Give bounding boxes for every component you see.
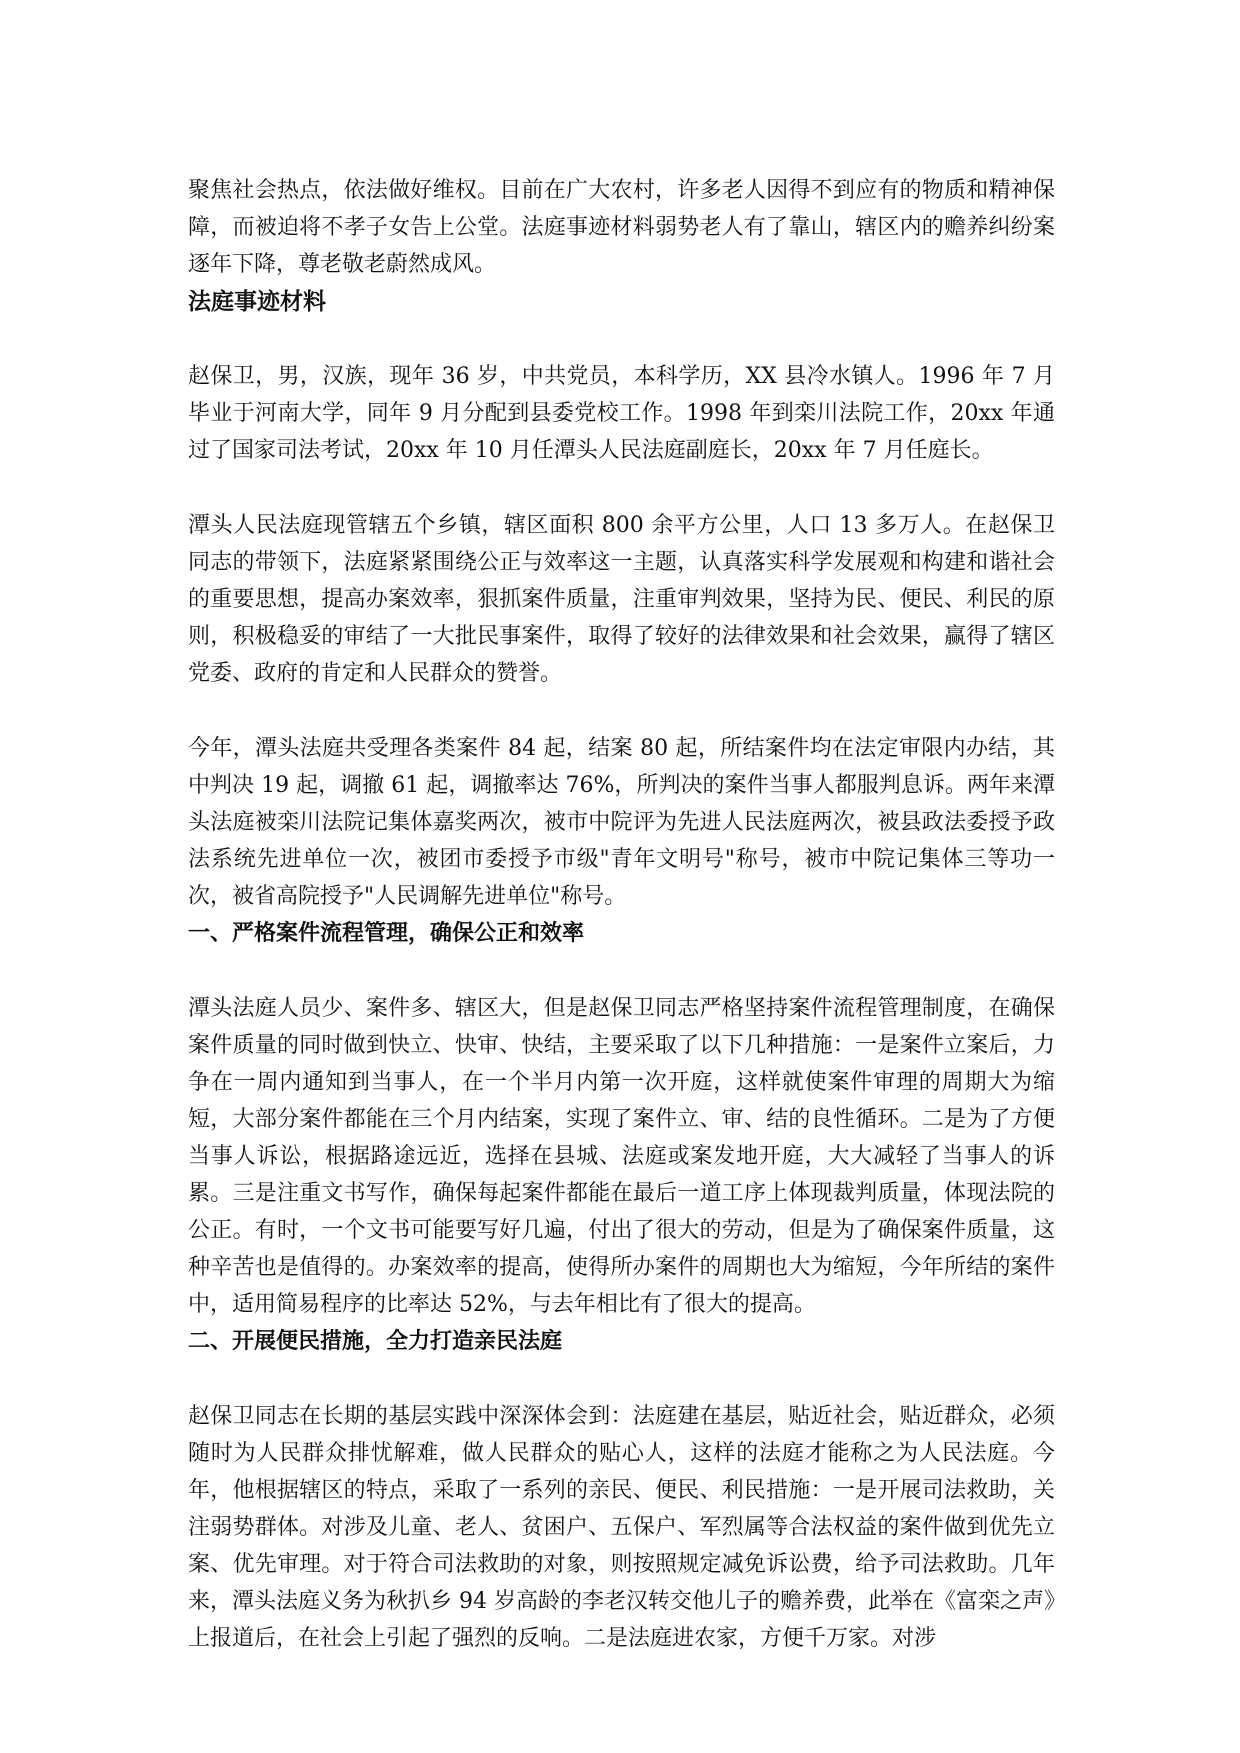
paragraph-court-overview: 潭头人民法庭现管辖五个乡镇，辖区面积 800 余平方公里，人口 13 多万人。在赵保卫同志的带领下，法庭紧紧围绕公正与效率这一主题，认真落实科学发展观和构建和谐社会的重要思想，提高办案效率，狠抓案件质量，注重审判效果，坚持为民、便民、利民的原则，积极稳妥的审结了一大批民事案件，取得了较好的法律效果和社会效果，赢得了辖区党委、政府的肯定和人民群众的赞誉。 <box>188 513 1055 686</box>
section-heading-2: 二、开展便民措施，全力打造亲民法庭 <box>188 1328 563 1354</box>
section-paragraph-2: 赵保卫同志在长期的基层实践中深深体会到：法庭建在基层，贴近社会，贴近群众，必须随时为人民群众排忧解难，做人民群众的贴心人，这样的法庭才能称之为人民法庭。今年，他根据辖区的特点，采取了一系列的亲民、便民、利民措施：一是开展司法救助，关注弱势群体。对涉及儿童、老人、贫困户、五保户、军烈属等合法权益的案件做到优先立案、优先审理。对于符合司法救助的对象，则按照规定减免诉讼费，给予司法救助。几年来，潭头法庭义务为秋扒乡 94 岁高龄的李老汉转交他儿子的赡养费，此举在《富栾之声》上报道后，在社会上引起了强烈的反响。二是法庭进农家，方便千万家。对涉 <box>188 1404 1055 1651</box>
intro-paragraph: 聚焦社会热点，依法做好维权。目前在广大农村，许多老人因得不到应有的物质和精神保障，而被迫将不孝子女告上公堂。法庭事迹材料弱势老人有了靠山，辖区内的赡养纠纷案逐年下降，尊老敬老蔚然成风。 <box>188 178 1055 277</box>
section-paragraph-1: 潭头法庭人员少、案件多、辖区大，但是赵保卫同志严格坚持案件流程管理制度，在确保案件质量的同时做到快立、快审、快结，主要采取了以下几种措施：一是案件立案后，力争在一周内通知到当事人，在一个半月内第一次开庭，这样就使案件审理的周期大为缩短，大部分案件都能在三个月内结案，实现了案件立、审、结的良性循环。二是为了方便当事人诉讼，根据路途远近，选择在县城、法庭或案发地开庭，大大减轻了当事人的诉累。三是注重文书写作，确保每起案件都能在最后一道工序上体现裁判质量，体现法院的公正。有时，一个文书可能要写好几遍，付出了很大的劳动，但是为了确保案件质量，这种辛苦也是值得的。办案效率的提高，使得所办案件的周期也大为缩短，今年所结的案件中，适用简易程序的比率达 52%，与去年相比有了很大的提高。 <box>188 996 1055 1317</box>
document-body <box>188 172 1055 1657</box>
paragraph-biography: 赵保卫，男，汉族，现年 36 岁，中共党员，本科学历，XX 县冷水镇人。1996 年 7 月毕业于河南大学，同年 9 月分配到县委党校工作。1998 年到栾川法院工作，20xx 年通过了国家司法考试，20xx 年 10 月任潭头人民法庭副庭长，20xx 年 7 月任庭长。 <box>188 364 1055 463</box>
section-heading-1: 一、严格案件流程管理，确保公正和效率 <box>188 920 585 946</box>
paragraph-case-statistics: 今年，潭头法庭共受理各类案件 84 起，结案 80 起，所结案件均在法定审限内办结，其中判决 19 起，调撤 61 起，调撤率达 76%，所判决的案件当事人都服判息诉。两年来潭头法庭被栾川法院记集体嘉奖两次，被市中院评为先进人民法庭两次，被县政法委授予政法系统先进单位一次，被团市委授予市级"青年文明号"称号，被市中院记集体三等功一次，被省高院授予"人民调解先进单位"称号。 <box>188 736 1055 909</box>
document-title: 法庭事迹材料 <box>188 288 326 315</box>
